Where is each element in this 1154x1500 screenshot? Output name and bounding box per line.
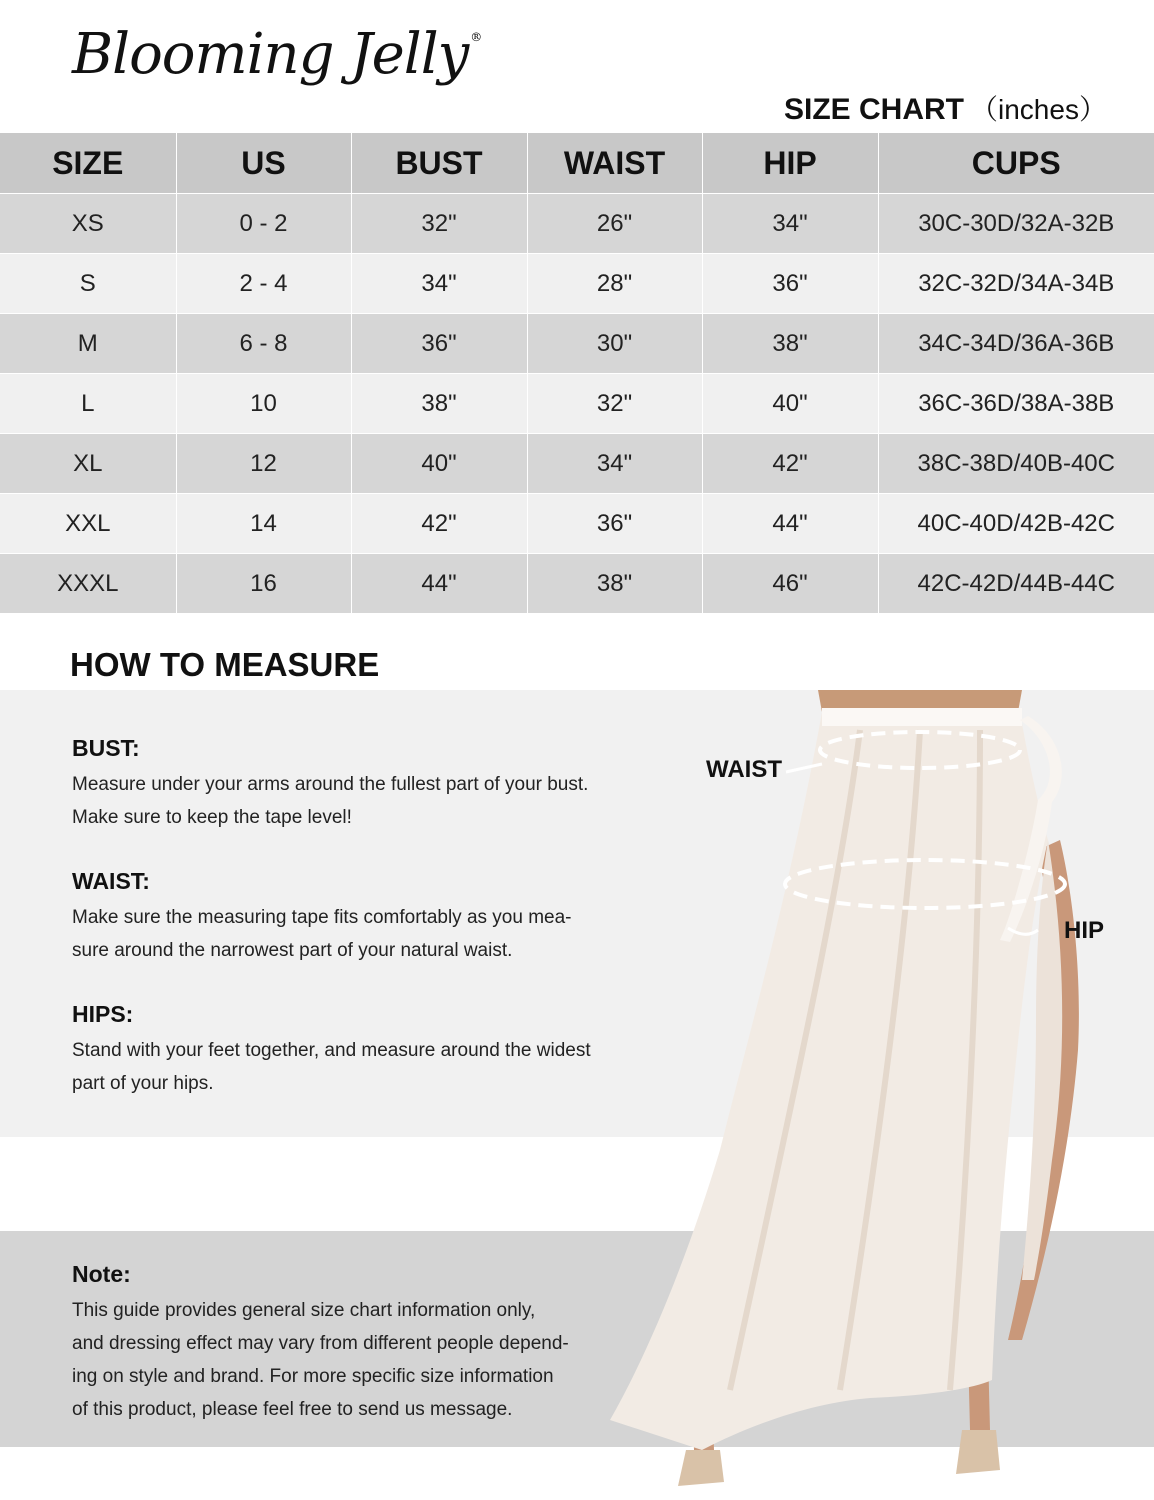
header-cups: CUPS xyxy=(878,133,1154,194)
cell-us: 0 - 2 xyxy=(176,194,351,254)
model-foot-right xyxy=(956,1430,1000,1474)
cell-waist: 30" xyxy=(527,314,702,374)
table-row xyxy=(0,434,1154,494)
table-row xyxy=(0,314,1154,374)
cell-waist: 26" xyxy=(527,194,702,254)
hips-instructions xyxy=(72,1001,662,1100)
cell-hip: 36" xyxy=(702,254,878,314)
cell-hip: 44" xyxy=(702,494,878,554)
skirt-illustration xyxy=(590,690,1154,1500)
table-row xyxy=(0,554,1154,614)
hips-text-1: Stand with your feet together, and measure around the widest xyxy=(72,1040,591,1061)
bust-text-2: Make sure to keep the tape level! xyxy=(72,807,352,828)
size-chart-unit: （inches） xyxy=(970,94,1107,125)
cell-us: 10 xyxy=(176,374,351,434)
hips-text-2: part of your hips. xyxy=(72,1073,214,1094)
cell-size: XL xyxy=(0,434,176,494)
brand-name: Blooming Jelly xyxy=(72,22,469,87)
cell-bust: 42" xyxy=(351,494,527,554)
waist-text-1: Make sure the measuring tape fits comfortably as you mea- xyxy=(72,907,572,928)
waist-instructions xyxy=(72,868,662,967)
note-text-4: of this product, please feel free to send us message. xyxy=(72,1399,513,1420)
cell-size: XXXL xyxy=(0,554,176,614)
cell-size: L xyxy=(0,374,176,434)
cell-bust: 36" xyxy=(351,314,527,374)
registered-mark: ® xyxy=(470,30,482,44)
cell-us: 2 - 4 xyxy=(176,254,351,314)
note-text-1: This guide provides general size chart information only, xyxy=(72,1300,536,1321)
header-bust: BUST xyxy=(351,133,527,194)
table-row xyxy=(0,494,1154,554)
header-hip: HIP xyxy=(702,133,878,194)
hip-label: HIP xyxy=(1064,917,1105,944)
table-header-row xyxy=(0,133,1154,194)
cell-bust: 44" xyxy=(351,554,527,614)
cell-hip: 38" xyxy=(702,314,878,374)
how-to-measure-heading: HOW TO MEASURE xyxy=(70,646,380,683)
table-row xyxy=(0,374,1154,434)
hips-title: HIPS: xyxy=(72,1001,134,1027)
cell-bust: 38" xyxy=(351,374,527,434)
brand-logo xyxy=(72,22,482,87)
table-row xyxy=(0,254,1154,314)
cell-us: 12 xyxy=(176,434,351,494)
header-waist: WAIST xyxy=(527,133,702,194)
header-us: US xyxy=(176,133,351,194)
cell-cups: 34C-34D/36A-36B xyxy=(878,314,1154,374)
cell-hip: 46" xyxy=(702,554,878,614)
cell-bust: 34" xyxy=(351,254,527,314)
size-chart-title-text: SIZE CHART xyxy=(784,93,964,126)
cell-waist: 32" xyxy=(527,374,702,434)
cell-waist: 38" xyxy=(527,554,702,614)
cell-us: 14 xyxy=(176,494,351,554)
cell-size: S xyxy=(0,254,176,314)
cell-cups: 38C-38D/40B-40C xyxy=(878,434,1154,494)
bust-title: BUST: xyxy=(72,735,140,761)
cell-cups: 36C-36D/38A-38B xyxy=(878,374,1154,434)
cell-hip: 42" xyxy=(702,434,878,494)
cell-cups: 30C-30D/32A-32B xyxy=(878,194,1154,254)
cell-waist: 28" xyxy=(527,254,702,314)
skirt-waistband xyxy=(822,708,1022,726)
table-row xyxy=(0,194,1154,254)
waist-label: WAIST xyxy=(706,756,782,783)
cell-waist: 36" xyxy=(527,494,702,554)
cell-bust: 32" xyxy=(351,194,527,254)
bust-text-1: Measure under your arms around the fullest part of your bust. xyxy=(72,774,589,795)
cell-size: M xyxy=(0,314,176,374)
waist-text-2: sure around the narrowest part of your natural waist. xyxy=(72,940,513,961)
size-chart-table xyxy=(0,133,1154,613)
waist-title: WAIST: xyxy=(72,868,150,894)
cell-us: 16 xyxy=(176,554,351,614)
model-foot-left xyxy=(678,1450,724,1486)
note-text-2: and dressing effect may vary from different people depend- xyxy=(72,1333,569,1354)
cell-cups: 40C-40D/42B-42C xyxy=(878,494,1154,554)
cell-hip: 34" xyxy=(702,194,878,254)
size-chart-title xyxy=(784,88,1107,128)
cell-waist: 34" xyxy=(527,434,702,494)
note-text-3: ing on style and brand. For more specific size information xyxy=(72,1366,554,1387)
cell-us: 6 - 8 xyxy=(176,314,351,374)
cell-hip: 40" xyxy=(702,374,878,434)
note-title: Note: xyxy=(72,1261,131,1287)
note-block xyxy=(72,1261,662,1426)
cell-size: XS xyxy=(0,194,176,254)
cell-cups: 42C-42D/44B-44C xyxy=(878,554,1154,614)
header-size: SIZE xyxy=(0,133,176,194)
cell-size: XXL xyxy=(0,494,176,554)
cell-cups: 32C-32D/34A-34B xyxy=(878,254,1154,314)
cell-bust: 40" xyxy=(351,434,527,494)
bust-instructions xyxy=(72,735,662,834)
